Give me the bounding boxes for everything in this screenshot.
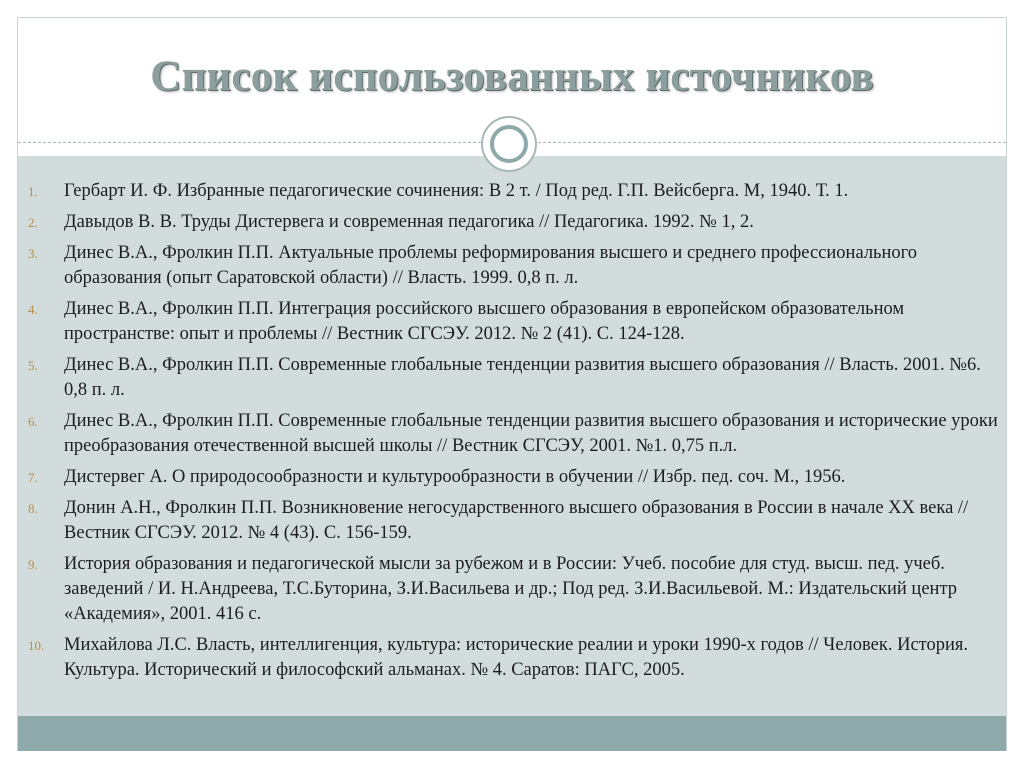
item-text: Динес В.А., Фролкин П.П. Современные глобальные тенденции развития высшего образования // Власть. 2001. №6. 0,8 п. л. (64, 355, 981, 400)
reference-list (28, 179, 998, 689)
list-item (28, 496, 998, 546)
list-item (28, 465, 998, 490)
item-text: Давыдов В. В. Труды Дистервега и современная педагогика // Педагогика. 1992. № 1, 2. (64, 212, 754, 232)
item-number: 5. (28, 358, 38, 373)
list-item (28, 409, 998, 459)
item-number: 2. (28, 215, 38, 230)
item-number: 1. (28, 184, 38, 199)
item-text: Михайлова Л.С. Власть, интеллигенция, культура: исторические реалии и уроки 1990-х годов // Человек. История. Культура. Исторический и философский альманах. № 4. Саратов: ПАГС, 2005. (64, 635, 969, 680)
bottom-band (18, 716, 1006, 751)
list-item (28, 297, 998, 347)
item-text: Динес В.А., Фролкин П.П. Актуальные проблемы реформирования высшего и среднего профессионального образования (опыт Саратовской области) // Власть. 1999. 0,8 п. л. (64, 243, 918, 288)
circle-ornament-inner (490, 125, 528, 163)
item-text: Динес В.А., Фролкин П.П. Современные глобальные тенденции развития высшего образования и исторические уроки преобразования отечественной высшей школы // Вестник СГСЭУ, 2001. №1. 0,75 п.л. (64, 411, 998, 456)
list-item (28, 552, 998, 627)
item-number: 7. (28, 470, 38, 485)
item-text: Дистервег А. О природосообразности и культурообразности в обучении // Избр. пед. соч. М., 1956. (64, 467, 846, 487)
item-number: 8. (28, 501, 38, 516)
slide-title: Список использованных источников (150, 53, 874, 100)
list-item (28, 241, 998, 291)
item-text: История образования и педагогической мысли за рубежом и в России: Учеб. пособие для студ. высш. пед. учеб. заведений / И. Н.Андреева, Т.С.Буторина, З.И.Васильева и др.; Под ред. З.И.Васильевой. М.: Издательский центр «Академия», 2001. 416 с. (64, 554, 958, 624)
list-item (28, 353, 998, 403)
list-item (28, 633, 998, 683)
item-number: 3. (28, 246, 38, 261)
item-number: 10. (28, 638, 45, 653)
circle-ornament-icon (481, 116, 537, 172)
item-number: 4. (28, 302, 38, 317)
item-text: Гербарт И. Ф. Избранные педагогические сочинения: В 2 т. / Под ред. Г.П. Вейсберга. М, 1940. Т. 1. (64, 181, 849, 201)
list-item (28, 210, 998, 235)
item-text: Донин А.Н., Фролкин П.П. Возникновение негосударственного высшего образования в России в начале XX века // Вестник СГСЭУ. 2012. № 4 (43). С. 156-159. (64, 498, 969, 543)
list-item (28, 179, 998, 204)
item-number: 6. (28, 414, 38, 429)
item-text: Динес В.А., Фролкин П.П. Интеграция российского высшего образования в европейском образовательном пространстве: опыт и проблемы // Вестник СГСЭУ. 2012. № 2 (41). С. 124-128. (64, 299, 905, 344)
item-number: 9. (28, 557, 38, 572)
